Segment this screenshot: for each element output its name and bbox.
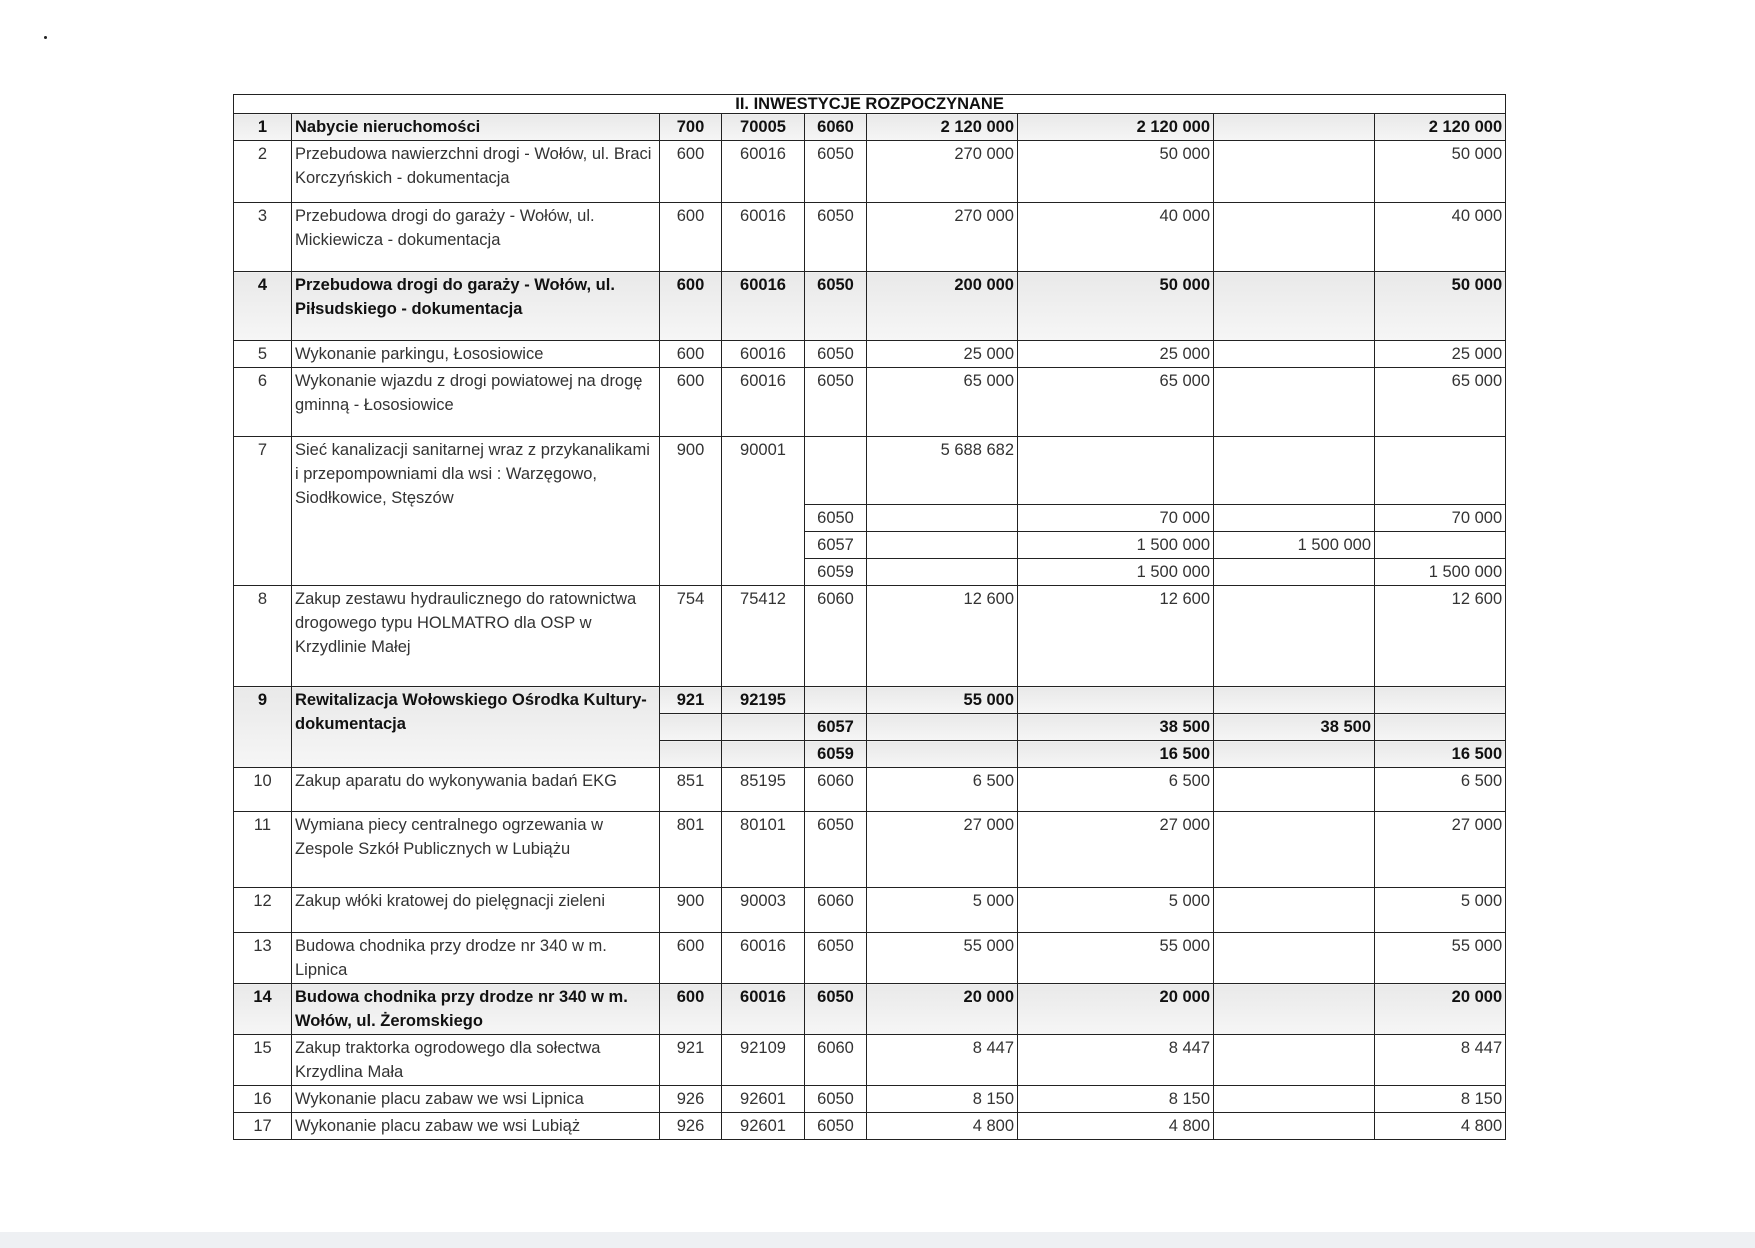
table-row: [234, 341, 1506, 368]
year-amount: 2 120 000: [1018, 114, 1214, 141]
year-amount: 55 000: [1018, 933, 1214, 984]
paragraf-code: 6050: [805, 505, 867, 532]
dzial-code: [660, 741, 722, 768]
row-number: 10: [234, 768, 292, 812]
rozdzial-code: 92601: [722, 1113, 805, 1140]
row-number: 13: [234, 933, 292, 984]
other-sources-amount: [1214, 1086, 1375, 1113]
task-name: Sieć kanalizacji sanitarnej wraz z przykanalikami i przepompowniami dla wsi : Warzęgowo, Siodłkowice, Stęszów: [292, 437, 660, 586]
year-amount: 1 500 000: [1018, 532, 1214, 559]
dzial-code: 600: [660, 933, 722, 984]
rozdzial-code: 60016: [722, 272, 805, 341]
table-row: [234, 368, 1506, 437]
paragraf-code: 6060: [805, 888, 867, 933]
table-row: [234, 687, 1506, 714]
task-name: Wykonanie parkingu, Łososiowice: [292, 341, 660, 368]
rozdzial-code: 92195: [722, 687, 805, 714]
paragraf-code: 6060: [805, 586, 867, 687]
table-row: [234, 933, 1506, 984]
own-funds-amount: [1375, 437, 1506, 505]
other-sources-amount: [1214, 341, 1375, 368]
row-number: 17: [234, 1113, 292, 1140]
rozdzial-code: 80101: [722, 812, 805, 888]
own-funds-amount: 5 000: [1375, 888, 1506, 933]
total-value: 6 500: [867, 768, 1018, 812]
own-funds-amount: [1375, 714, 1506, 741]
rozdzial-code: 85195: [722, 768, 805, 812]
own-funds-amount: 12 600: [1375, 586, 1506, 687]
task-name: Wykonanie placu zabaw we wsi Lubiąż: [292, 1113, 660, 1140]
own-funds-amount: 55 000: [1375, 933, 1506, 984]
other-sources-amount: [1214, 984, 1375, 1035]
year-amount: 25 000: [1018, 341, 1214, 368]
row-number: 3: [234, 203, 292, 272]
other-sources-amount: [1214, 812, 1375, 888]
dzial-code: 600: [660, 203, 722, 272]
task-name: Zakup zestawu hydraulicznego do ratownictwa drogowego typu HOLMATRO dla OSP w Krzydlinie Małej: [292, 586, 660, 687]
row-number: 16: [234, 1086, 292, 1113]
year-amount: 65 000: [1018, 368, 1214, 437]
total-value: 270 000: [867, 141, 1018, 203]
row-number: 12: [234, 888, 292, 933]
year-amount: 8 150: [1018, 1086, 1214, 1113]
own-funds-amount: 70 000: [1375, 505, 1506, 532]
rozdzial-code: 60016: [722, 933, 805, 984]
own-funds-amount: 6 500: [1375, 768, 1506, 812]
section-title-row: [234, 95, 1506, 114]
total-value: 27 000: [867, 812, 1018, 888]
own-funds-amount: 27 000: [1375, 812, 1506, 888]
total-value: 55 000: [867, 687, 1018, 714]
rozdzial-code: 92109: [722, 1035, 805, 1086]
paragraf-code: 6050: [805, 1113, 867, 1140]
total-value: [867, 714, 1018, 741]
own-funds-amount: 40 000: [1375, 203, 1506, 272]
rozdzial-code: 92601: [722, 1086, 805, 1113]
paragraf-code: 6050: [805, 141, 867, 203]
task-name: Nabycie nieruchomości: [292, 114, 660, 141]
paragraf-code: 6059: [805, 559, 867, 586]
own-funds-amount: [1375, 532, 1506, 559]
row-number: 9: [234, 687, 292, 768]
dzial-code: 851: [660, 768, 722, 812]
paragraf-code: [805, 687, 867, 714]
table-row: [234, 888, 1506, 933]
total-value: 8 150: [867, 1086, 1018, 1113]
scan-dot: [44, 36, 47, 39]
dzial-code: 600: [660, 341, 722, 368]
task-name: Zakup aparatu do wykonywania badań EKG: [292, 768, 660, 812]
row-number: 11: [234, 812, 292, 888]
paragraf-code: 6050: [805, 368, 867, 437]
own-funds-amount: 4 800: [1375, 1113, 1506, 1140]
table-row: [234, 812, 1506, 888]
own-funds-amount: 50 000: [1375, 272, 1506, 341]
task-name: Budowa chodnika przy drodze nr 340 w m. Lipnica: [292, 933, 660, 984]
rozdzial-code: [722, 741, 805, 768]
paragraf-code: 6050: [805, 203, 867, 272]
dzial-code: 900: [660, 888, 722, 933]
year-amount: 4 800: [1018, 1113, 1214, 1140]
dzial-code: 801: [660, 812, 722, 888]
dzial-code: 600: [660, 368, 722, 437]
year-amount: 38 500: [1018, 714, 1214, 741]
other-sources-amount: 1 500 000: [1214, 532, 1375, 559]
total-value: 55 000: [867, 933, 1018, 984]
rozdzial-code: 90003: [722, 888, 805, 933]
total-value: [867, 559, 1018, 586]
dzial-code: 700: [660, 114, 722, 141]
total-value: 270 000: [867, 203, 1018, 272]
total-value: 12 600: [867, 586, 1018, 687]
other-sources-amount: [1214, 114, 1375, 141]
table-row: [234, 586, 1506, 687]
own-funds-amount: 8 150: [1375, 1086, 1506, 1113]
table-row: [234, 1113, 1506, 1140]
year-amount: 16 500: [1018, 741, 1214, 768]
total-value: [867, 741, 1018, 768]
own-funds-amount: 65 000: [1375, 368, 1506, 437]
year-amount: 6 500: [1018, 768, 1214, 812]
own-funds-amount: 1 500 000: [1375, 559, 1506, 586]
dzial-code: 926: [660, 1086, 722, 1113]
paragraf-code: 6050: [805, 933, 867, 984]
own-funds-amount: 50 000: [1375, 141, 1506, 203]
dzial-code: 600: [660, 272, 722, 341]
year-amount: 8 447: [1018, 1035, 1214, 1086]
other-sources-amount: 38 500: [1214, 714, 1375, 741]
paragraf-code: 6057: [805, 532, 867, 559]
paragraf-code: 6050: [805, 1086, 867, 1113]
own-funds-amount: [1375, 687, 1506, 714]
rozdzial-code: [722, 714, 805, 741]
other-sources-amount: [1214, 1113, 1375, 1140]
dzial-code: 926: [660, 1113, 722, 1140]
row-number: 14: [234, 984, 292, 1035]
total-value: 4 800: [867, 1113, 1018, 1140]
total-value: 200 000: [867, 272, 1018, 341]
other-sources-amount: [1214, 586, 1375, 687]
total-value: 2 120 000: [867, 114, 1018, 141]
row-number: 6: [234, 368, 292, 437]
task-name: Wykonanie placu zabaw we wsi Lipnica: [292, 1086, 660, 1113]
year-amount: [1018, 437, 1214, 505]
table-row: [234, 768, 1506, 812]
dzial-code: 600: [660, 141, 722, 203]
rozdzial-code: 60016: [722, 984, 805, 1035]
row-number: 7: [234, 437, 292, 586]
year-amount: [1018, 687, 1214, 714]
dzial-code: 900: [660, 437, 722, 586]
own-funds-amount: 16 500: [1375, 741, 1506, 768]
other-sources-amount: [1214, 437, 1375, 505]
year-amount: 70 000: [1018, 505, 1214, 532]
paragraf-code: 6060: [805, 768, 867, 812]
total-value: [867, 505, 1018, 532]
total-value: [867, 532, 1018, 559]
row-number: 4: [234, 272, 292, 341]
paragraf-code: 6050: [805, 812, 867, 888]
rozdzial-code: 60016: [722, 141, 805, 203]
year-amount: 50 000: [1018, 141, 1214, 203]
year-amount: 50 000: [1018, 272, 1214, 341]
year-amount: 12 600: [1018, 586, 1214, 687]
paragraf-code: [805, 437, 867, 505]
table-row: [234, 114, 1506, 141]
own-funds-amount: 2 120 000: [1375, 114, 1506, 141]
table-row: [234, 437, 1506, 505]
other-sources-amount: [1214, 768, 1375, 812]
task-name: Zakup włóki kratowej do pielęgnacji zieleni: [292, 888, 660, 933]
dzial-code: 921: [660, 1035, 722, 1086]
other-sources-amount: [1214, 1035, 1375, 1086]
paragraf-code: 6060: [805, 1035, 867, 1086]
task-name: Przebudowa drogi do garaży - Wołów, ul. Piłsudskiego - dokumentacja: [292, 272, 660, 341]
other-sources-amount: [1214, 368, 1375, 437]
other-sources-amount: [1214, 505, 1375, 532]
task-name: Wymiana piecy centralnego ogrzewania w Zespole Szkół Publicznych w Lubiążu: [292, 812, 660, 888]
own-funds-amount: 25 000: [1375, 341, 1506, 368]
year-amount: 5 000: [1018, 888, 1214, 933]
total-value: 25 000: [867, 341, 1018, 368]
task-name: Budowa chodnika przy drodze nr 340 w m. Wołów, ul. Żeromskiego: [292, 984, 660, 1035]
table-row: [234, 984, 1506, 1035]
task-name: Przebudowa nawierzchni drogi - Wołów, ul. Braci Korczyńskich - dokumentacja: [292, 141, 660, 203]
dzial-code: 754: [660, 586, 722, 687]
other-sources-amount: [1214, 687, 1375, 714]
other-sources-amount: [1214, 559, 1375, 586]
other-sources-amount: [1214, 203, 1375, 272]
task-name: Wykonanie wjazdu z drogi powiatowej na drogę gminną - Łososiowice: [292, 368, 660, 437]
dzial-code: 600: [660, 984, 722, 1035]
total-value: 5 688 682: [867, 437, 1018, 505]
section-title: II. INWESTYCJE ROZPOCZYNANE: [234, 95, 1506, 114]
paragraf-code: 6050: [805, 984, 867, 1035]
table-row: [234, 272, 1506, 341]
investment-table: [233, 94, 1506, 1140]
row-number: 1: [234, 114, 292, 141]
paragraf-code: 6057: [805, 714, 867, 741]
dzial-code: 921: [660, 687, 722, 714]
own-funds-amount: 20 000: [1375, 984, 1506, 1035]
total-value: 20 000: [867, 984, 1018, 1035]
total-value: 65 000: [867, 368, 1018, 437]
scan-bottom-edge: [0, 1232, 1755, 1248]
rozdzial-code: 90001: [722, 437, 805, 586]
rozdzial-code: 60016: [722, 203, 805, 272]
paragraf-code: 6059: [805, 741, 867, 768]
paragraf-code: 6060: [805, 114, 867, 141]
other-sources-amount: [1214, 272, 1375, 341]
rozdzial-code: 60016: [722, 341, 805, 368]
table-row: [234, 1086, 1506, 1113]
row-number: 15: [234, 1035, 292, 1086]
total-value: 5 000: [867, 888, 1018, 933]
table-row: [234, 1035, 1506, 1086]
other-sources-amount: [1214, 741, 1375, 768]
row-number: 5: [234, 341, 292, 368]
year-amount: 20 000: [1018, 984, 1214, 1035]
own-funds-amount: 8 447: [1375, 1035, 1506, 1086]
year-amount: 1 500 000: [1018, 559, 1214, 586]
rozdzial-code: 60016: [722, 368, 805, 437]
other-sources-amount: [1214, 888, 1375, 933]
dzial-code: [660, 714, 722, 741]
total-value: 8 447: [867, 1035, 1018, 1086]
row-number: 2: [234, 141, 292, 203]
paragraf-code: 6050: [805, 272, 867, 341]
other-sources-amount: [1214, 933, 1375, 984]
rozdzial-code: 70005: [722, 114, 805, 141]
rozdzial-code: 75412: [722, 586, 805, 687]
table-row: [234, 203, 1506, 272]
row-number: 8: [234, 586, 292, 687]
table-row: [234, 141, 1506, 203]
paragraf-code: 6050: [805, 341, 867, 368]
year-amount: 27 000: [1018, 812, 1214, 888]
year-amount: 40 000: [1018, 203, 1214, 272]
other-sources-amount: [1214, 141, 1375, 203]
task-name: Zakup traktorka ogrodowego dla sołectwa Krzydlina Mała: [292, 1035, 660, 1086]
task-name: Przebudowa drogi do garaży - Wołów, ul. Mickiewicza - dokumentacja: [292, 203, 660, 272]
task-name: Rewitalizacja Wołowskiego Ośrodka Kultury- dokumentacja: [292, 687, 660, 768]
